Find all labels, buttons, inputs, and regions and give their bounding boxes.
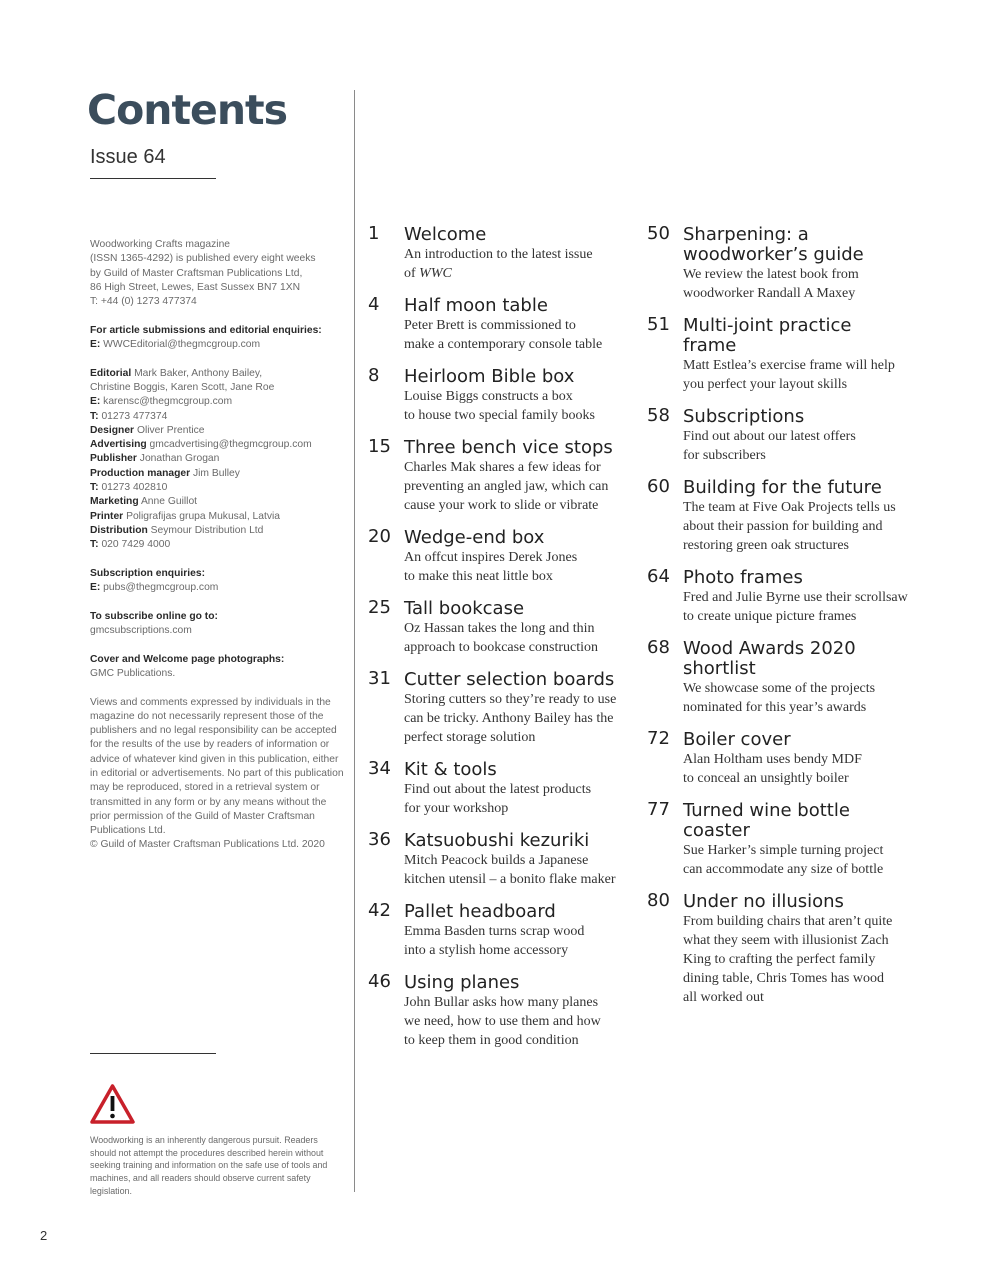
entry-page-number: 1 <box>368 223 380 244</box>
copyright-text: © Guild of Master Craftsman Publications Ltd. 2020 <box>90 839 325 851</box>
entry-title: Sharpening: a <box>683 224 809 245</box>
distribution-phone: 020 7429 4000 <box>101 539 171 551</box>
disclaimer-text: Views and comments expressed by individuals in the magazine do not necessarily represent those of the publishers and no legal responsibility can be accepted for the results of the use by readers of information or advice of whatever kind given in this publication, either in editorial or advertisements. No part of this publication may be reproduced, stored in a retrieval system or transmitted in any form or by any means without the prior permission of the Guild of Master Craftsman Publications Ltd. <box>90 696 344 837</box>
publication-line: Woodworking Crafts magazine <box>90 239 231 250</box>
contents-entry[interactable] <box>647 223 947 303</box>
entry-page-number: 50 <box>647 223 670 244</box>
contents-entry[interactable] <box>368 758 630 818</box>
entry-title: Turned wine bottle <box>683 800 850 821</box>
contents-entry[interactable] <box>368 668 630 747</box>
warning-divider <box>90 1053 216 1054</box>
entry-description: we need, how to use them and how <box>404 1014 601 1029</box>
entry-page-number: 46 <box>368 971 391 992</box>
entry-description: Fred and Julie Byrne use their scrollsaw <box>683 590 908 605</box>
entry-description: can be tricky. Anthony Bailey has the <box>404 711 614 726</box>
phone-label: T: <box>90 482 99 494</box>
entry-title: Katsuobushi kezuriki <box>404 830 590 851</box>
entry-page-number: 68 <box>647 637 670 658</box>
entry-description: Matt Estlea’s exercise frame will help <box>683 358 895 373</box>
editorial-names: Mark Baker, Anthony Bailey, <box>134 367 263 379</box>
marketing-label: Marketing <box>90 496 139 508</box>
entry-description: An introduction to the latest issue <box>404 247 593 262</box>
entry-page-number: 36 <box>368 829 391 850</box>
entry-title: shortlist <box>683 658 756 679</box>
contents-entry[interactable] <box>368 223 630 283</box>
contents-entry[interactable] <box>647 637 947 717</box>
entry-body <box>404 829 630 889</box>
contents-column-1 <box>368 223 630 1061</box>
editorial-phone: 01273 477374 <box>101 410 168 422</box>
safety-warning: Woodworking is an inherently dangerous pursuit. Readers should not attempt the procedures described herein without seeking training and information on the safe use of tools and machines, and all readers should observe current safety legislation. <box>90 1135 328 1196</box>
entry-title: Half moon table <box>404 295 548 316</box>
contents-entry[interactable] <box>647 476 947 555</box>
entry-description: restoring green oak structures <box>683 538 849 553</box>
entry-description: for your workshop <box>404 801 509 816</box>
entry-title: Boiler cover <box>683 729 791 750</box>
entry-description: make a contemporary console table <box>404 337 603 352</box>
issue-number: Issue 64 <box>90 146 166 168</box>
entry-description: kitchen utensil – a bonito flake maker <box>404 872 616 887</box>
entry-body <box>404 365 630 425</box>
entry-page-number: 34 <box>368 758 391 779</box>
entry-page-number: 4 <box>368 294 380 315</box>
contents-entry[interactable] <box>368 294 630 354</box>
entry-title: Wedge-end box <box>404 527 545 548</box>
contents-entry[interactable] <box>647 890 947 1007</box>
entry-body <box>683 223 947 303</box>
entry-description: to make this neat little box <box>404 569 553 584</box>
entry-description: Peter Brett is commissioned to <box>404 318 576 333</box>
entry-description: to conceal an unsightly boiler <box>683 771 849 786</box>
entry-page-number: 51 <box>647 314 670 335</box>
warning-triangle-icon <box>90 1083 135 1125</box>
entry-description: We review the latest book from <box>683 267 859 282</box>
entry-description: perfect storage solution <box>404 730 536 745</box>
entry-description: Oz Hassan takes the long and thin <box>404 621 595 636</box>
online-block <box>90 610 348 639</box>
entry-description: to house two special family books <box>404 408 595 423</box>
designer-name: Oliver Prentice <box>136 424 205 436</box>
production-name: Jim Bulley <box>193 467 240 479</box>
entry-body <box>683 637 947 717</box>
entry-description: Sue Harker’s simple turning project <box>683 843 884 858</box>
contents-entry[interactable] <box>647 314 947 394</box>
advertising-email[interactable]: gmcadvertising@thegmcgroup.com <box>149 439 312 451</box>
entry-body <box>683 566 947 626</box>
publication-details <box>90 238 348 309</box>
entry-description: Charles Mak shares a few ideas for <box>404 460 601 475</box>
entry-body <box>404 294 630 354</box>
contents-entry[interactable] <box>647 566 947 626</box>
entry-page-number: 25 <box>368 597 391 618</box>
staff-credits <box>90 367 348 553</box>
entry-title: Tall bookcase <box>404 598 525 619</box>
entry-title: Heirloom Bible box <box>404 366 575 387</box>
entry-body <box>683 890 947 1007</box>
marketing-name: Anne Guillot <box>140 496 198 508</box>
contents-entry[interactable] <box>368 829 630 889</box>
entry-title: woodworker’s guide <box>683 244 864 265</box>
contents-entry[interactable] <box>368 365 630 425</box>
publisher-label: Publisher <box>90 453 137 465</box>
editorial-label: Editorial <box>90 367 132 379</box>
entry-title: Three bench vice stops <box>404 437 613 458</box>
publication-line: (ISSN 1365-4292) is published every eight weeks <box>90 253 316 265</box>
entry-description: what they seem with illusionist Zach <box>683 933 889 948</box>
entry-title: Subscriptions <box>683 406 805 427</box>
entry-description: to keep them in good condition <box>404 1033 579 1048</box>
entry-description: We showcase some of the projects <box>683 681 876 696</box>
column-divider <box>354 90 355 1192</box>
distribution-label: Distribution <box>90 524 148 536</box>
entry-description: Find out about the latest products <box>404 782 592 797</box>
advertising-label: Advertising <box>90 439 147 451</box>
entry-title: Building for the future <box>683 477 882 498</box>
entry-page-number: 60 <box>647 476 670 497</box>
entry-body <box>683 799 947 879</box>
entry-description: The team at Five Oak Projects tells us <box>683 500 896 515</box>
submissions-block <box>90 324 348 353</box>
online-heading: To subscribe online go to: <box>90 610 218 622</box>
entry-title: coaster <box>683 820 750 841</box>
entry-title: Pallet headboard <box>404 901 556 922</box>
contents-column-2 <box>647 223 947 1018</box>
photos-heading: Cover and Welcome page photographs: <box>90 653 285 665</box>
entry-description: From building chairs that aren’t quite <box>683 914 893 929</box>
photos-credit: GMC Publications. <box>90 667 176 679</box>
entry-page-number: 64 <box>647 566 670 587</box>
entry-body <box>404 436 630 515</box>
entry-description: Emma Basden turns scrap wood <box>404 924 585 939</box>
entry-description: all worked out <box>683 990 764 1005</box>
disclaimer-block <box>90 696 348 853</box>
entry-body <box>683 728 947 788</box>
title-divider <box>90 178 216 179</box>
entry-title: Cutter selection boards <box>404 669 615 690</box>
entry-description: approach to bookcase construction <box>404 640 598 655</box>
subscription-block <box>90 567 348 596</box>
entry-body <box>404 971 630 1050</box>
production-phone: 01273 402810 <box>101 482 168 494</box>
page-number: 2 <box>40 1228 48 1243</box>
editorial-names-cont: Christine Boggis, Karen Scott, Jane Roe <box>90 381 275 393</box>
subscription-heading: Subscription enquiries: <box>90 567 205 579</box>
entry-page-number: 58 <box>647 405 670 426</box>
subscription-url[interactable]: gmcsubscriptions.com <box>90 625 192 637</box>
entry-page-number: 20 <box>368 526 391 547</box>
contents-entry[interactable] <box>368 971 630 1050</box>
entry-page-number: 8 <box>368 365 380 386</box>
entry-page-number: 72 <box>647 728 670 749</box>
entry-description: into a stylish home accessory <box>404 943 569 958</box>
entry-description: you perfect your layout skills <box>683 377 848 392</box>
entry-description: Louise Biggs constructs a box <box>404 389 573 404</box>
contents-entry[interactable] <box>368 436 630 515</box>
entry-page-number: 42 <box>368 900 391 921</box>
contents-entry[interactable] <box>368 526 630 586</box>
entry-description: Find out about our latest offers <box>683 429 856 444</box>
entry-title: Multi-joint practice <box>683 315 852 336</box>
submissions-email[interactable]: WWCEditorial@thegmcgroup.com <box>103 339 261 351</box>
entry-page-number: 77 <box>647 799 670 820</box>
editorial-email[interactable]: karensc@thegmcgroup.com <box>103 396 233 408</box>
publication-line: by Guild of Master Craftsman Publications Ltd, <box>90 267 303 279</box>
entry-title: Under no illusions <box>683 891 844 912</box>
email-label: E: <box>90 582 101 594</box>
entry-description: about their passion for building and <box>683 519 883 534</box>
contents-entry[interactable] <box>647 405 947 465</box>
entry-description: Mitch Peacock builds a Japanese <box>404 853 589 868</box>
entry-description: preventing an angled jaw, which can <box>404 479 609 494</box>
contents-entry[interactable] <box>368 900 630 960</box>
entry-description: Storing cutters so they’re ready to use <box>404 692 617 707</box>
submissions-heading: For article submissions and editorial enquiries: <box>90 324 322 336</box>
entry-title: Using planes <box>404 972 520 993</box>
printer-label: Printer <box>90 510 124 522</box>
entry-description: nominated for this year’s awards <box>683 700 867 715</box>
entry-title: Wood Awards 2020 <box>683 638 856 659</box>
publication-line: T: +44 (0) 1273 477374 <box>90 296 197 308</box>
designer-label: Designer <box>90 424 135 436</box>
contents-entry[interactable] <box>647 799 947 879</box>
entry-title: Photo frames <box>683 567 803 588</box>
entry-body <box>404 526 630 586</box>
entry-title: frame <box>683 335 737 356</box>
entry-title: Kit & tools <box>404 759 497 780</box>
phone-label: T: <box>90 410 99 422</box>
entry-description: woodworker Randall A Maxey <box>683 286 856 301</box>
entry-body <box>404 900 630 960</box>
entry-body <box>404 668 630 747</box>
entry-body <box>683 314 947 394</box>
masthead-info <box>90 238 348 867</box>
entry-page-number: 31 <box>368 668 391 689</box>
publication-line: 86 High Street, Lewes, East Sussex BN7 1XN <box>90 281 301 293</box>
entry-body <box>404 758 630 818</box>
email-label: E: <box>90 339 101 351</box>
entry-body <box>404 223 630 283</box>
phone-label: T: <box>90 539 99 551</box>
subscription-email[interactable]: pubs@thegmcgroup.com <box>103 582 219 594</box>
email-label: E: <box>90 396 101 408</box>
entry-body <box>683 476 947 555</box>
distribution-name: Seymour Distribution Ltd <box>150 524 264 536</box>
photos-block <box>90 653 348 682</box>
entry-page-number: 80 <box>647 890 670 911</box>
entry-description: dining table, Chris Tomes has wood <box>683 971 884 986</box>
publisher-name: Jonathan Grogan <box>139 453 220 465</box>
printer-name: Poligrafijas grupa Mukusal, Latvia <box>126 510 281 522</box>
entry-description: An offcut inspires Derek Jones <box>404 550 578 565</box>
production-label: Production manager <box>90 467 191 479</box>
entry-description: to create unique picture frames <box>683 609 857 624</box>
entry-body <box>683 405 947 465</box>
entry-description: Alan Holtham uses bendy MDF <box>683 752 862 767</box>
entry-title: Welcome <box>404 224 487 245</box>
contents-entry[interactable] <box>647 728 947 788</box>
entry-body <box>404 597 630 657</box>
entry-description: cause your work to slide or vibrate <box>404 498 599 513</box>
page-title: Contents <box>87 86 288 134</box>
contents-entry[interactable] <box>368 597 630 657</box>
entry-description: of WWC <box>404 266 452 281</box>
entry-description: John Bullar asks how many planes <box>404 995 599 1010</box>
entry-page-number: 15 <box>368 436 391 457</box>
magazine-abbreviation: WWC <box>419 266 452 281</box>
entry-description: King to crafting the perfect family <box>683 952 876 967</box>
entry-description: for subscribers <box>683 448 766 463</box>
entry-description: can accommodate any size of bottle <box>683 862 884 877</box>
